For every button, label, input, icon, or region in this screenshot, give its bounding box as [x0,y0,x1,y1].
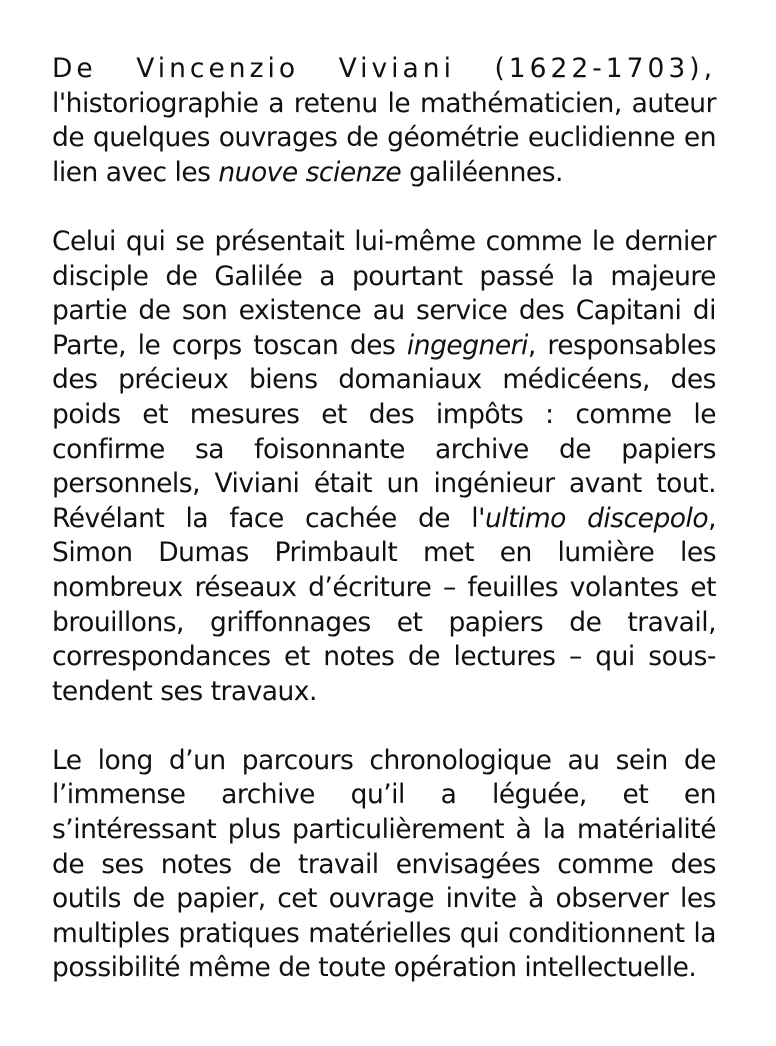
paragraph-1-first-line: De Vincenzio Viviani (1622-1703), [52,53,716,84]
paragraph-2-italic-ultimo-discepolo: ultimo discepolo [484,502,709,534]
paragraph-1-italic-nuove-scienze: nuove scienze [218,156,402,188]
paragraph-1 [52,52,716,190]
paragraph-2-text-end: , Simon Dumas Primbault met en lumière les nombreux réseaux d’écriture – feuilles volantes et brouillons, griffonnages et papiers de travail, correspondances et notes de lectures – qui sous-tendent ses travaux. [52,502,716,707]
paragraph-2-text: Celui qui se présentait lui-même comme le dernier disciple de Galilée a pourtant passé la majeure partie de son existence au service des Capitani di Parte, le corps toscan des [52,225,716,361]
document-body [52,52,716,986]
paragraph-2-text-middle: , responsables des précieux biens domaniaux médicéens, des poids et mesures et des impôts : comme le confirme sa foisonnante archive de papiers personnels, Viviani était un ingénieur avant tout. Révélant la face cachée de l' [52,329,716,534]
paragraph-2 [52,225,716,709]
paragraph-3-text: Le long d’un parcours chronologique au sein de l’immense archive qu’il a léguée, et en s’intéressant plus particulièrement à la matérialité de ses notes de travail envisagées comme des outils de papier, cet ouvrage invite à observer les multiples pratiques matérielles qui conditionnent la possibilité même de toute opération intellectuelle. [52,744,716,984]
paragraph-2-italic-ingegneri: ingegneri [406,329,528,361]
paragraph-3 [52,744,716,986]
paragraph-1-text-end: galiléennes. [401,156,563,188]
paragraph-1-text: l'historiographie a retenu le mathématicien, auteur de quelques ouvrages de géométrie euclidienne en lien avec les [52,87,716,188]
